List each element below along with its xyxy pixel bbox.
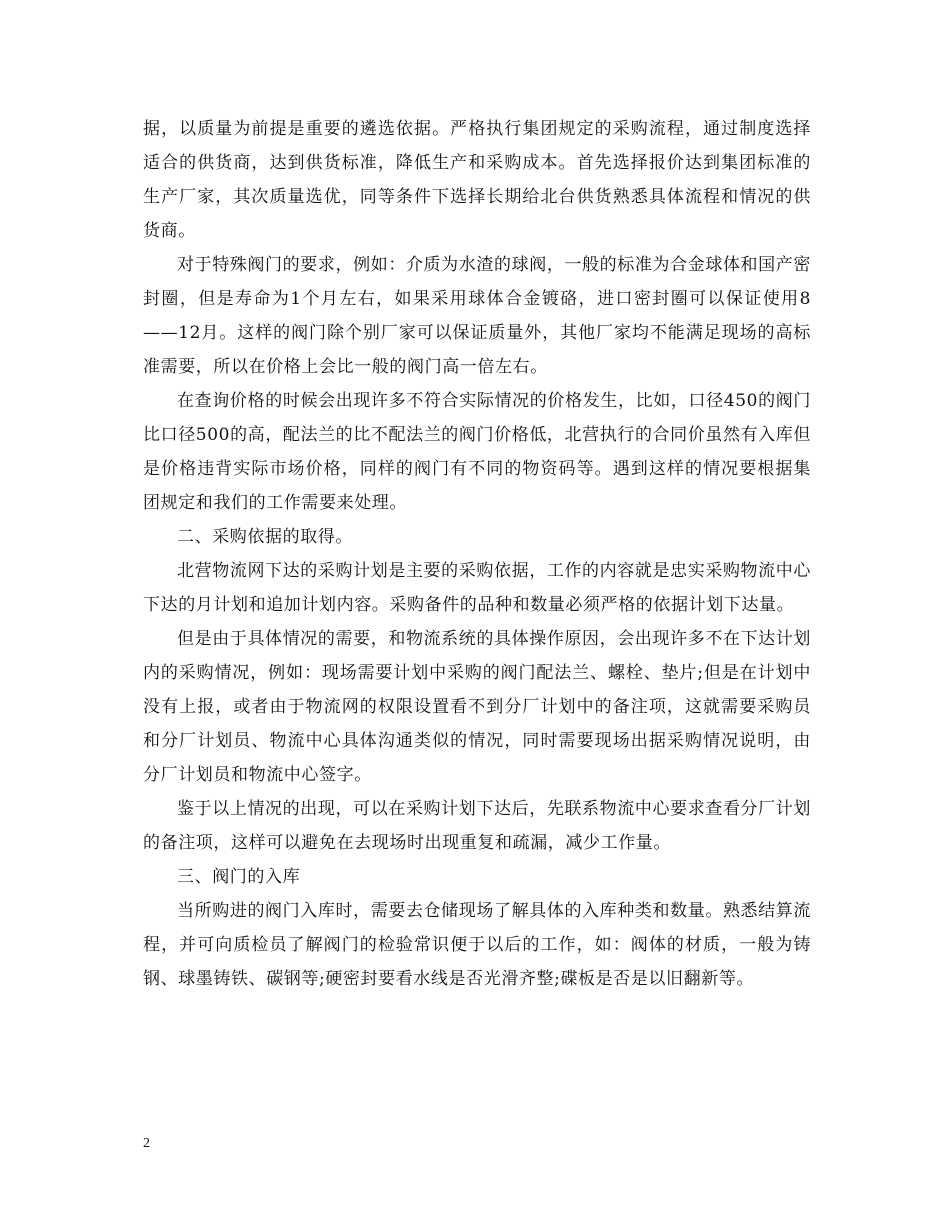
page-number: 2 (143, 1136, 150, 1151)
paragraph-5: 北营物流网下达的采购计划是主要的采购依据，工作的内容就是忠实采购物流中心下达的月计划和追加计划内容。采购备件的品种和数量必须严格的依据计划下达量。 (143, 561, 811, 615)
paragraph-3: 在查询价格的时候会出现许多不符合实际情况的价格发生，比如，口径450的阀门比口径500的高，配法兰的比不配法兰的阀门价格低，北营执行的合同价虽然有入库但是价格违背实际市场价格，同样的阀门有不同的物资码等。遇到这样的情况要根据集团规定和我们的工作需要来处理。 (143, 391, 811, 513)
paragraph-7: 鉴于以上情况的出现，可以在采购计划下达后，先联系物流中心要求查看分厂计划的备注项，这样可以避免在去现场时出现重复和疏漏，减少工作量。 (143, 799, 811, 853)
document-body (143, 112, 811, 996)
paragraph-9: 当所购进的阀门入库时，需要去仓储现场了解具体的入库种类和数量。熟悉结算流程，并可向质检员了解阀门的检验常识便于以后的工作，如：阀体的材质，一般为铸钢、球墨铸铁、碳钢等;硬密封要看水线是否光滑齐整;碟板是否是以旧翻新等。 (143, 901, 811, 989)
paragraph-6: 但是由于具体情况的需要，和物流系统的具体操作原因，会出现许多不在下达计划内的采购情况，例如：现场需要计划中采购的阀门配法兰、螺栓、垫片;但是在计划中没有上报，或者由于物流网的权限设置看不到分厂计划中的备注项，这就需要采购员和分厂计划员、物流中心具体沟通类似的情况，同时需要现场出据采购情况说明，由分厂计划员和物流中心签字。 (143, 629, 811, 785)
paragraph-2: 对于特殊阀门的要求，例如：介质为水渣的球阀，一般的标准为合金球体和国产密封圈，但是寿命为1个月左右，如果采用球体合金镀硌，进口密封圈可以保证使用8——12月。这样的阀门除个别厂家可以保证质量外，其他厂家均不能满足现场的高标准需要，所以在价格上会比一般的阀门高一倍左右。 (143, 255, 811, 377)
section-heading-2: 二、采购依据的取得。 (177, 527, 353, 547)
paragraph-1: 据，以质量为前提是重要的遴选依据。严格执行集团规定的采购流程，通过制度选择适合的供货商，达到供货标准，降低生产和采购成本。首先选择报价达到集团标准的生产厂家，其次质量选优，同等条件下选择长期给北台供货熟悉具体流程和情况的供货商。 (143, 119, 811, 241)
section-heading-3: 三、阀门的入库 (177, 867, 301, 887)
